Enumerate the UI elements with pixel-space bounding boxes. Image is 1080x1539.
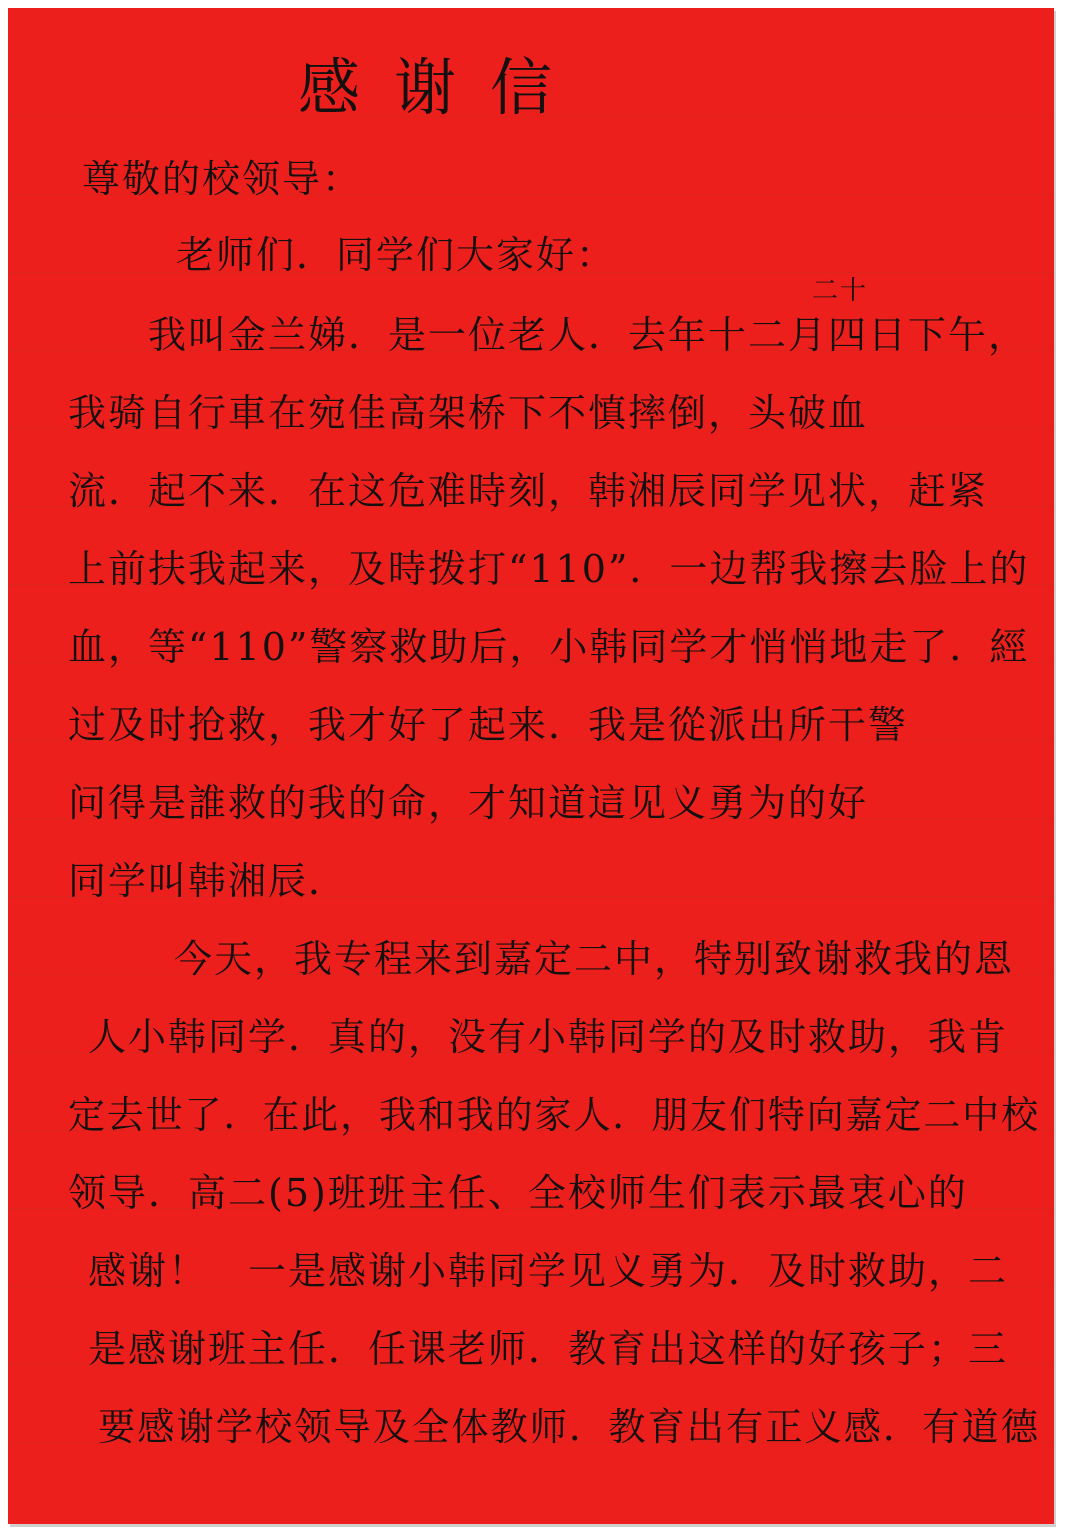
letter-line: 问得是誰救的我的命，才知道這见义勇为的好 xyxy=(68,781,869,825)
letter-line: 上前扶我起来，及時拨打“110”．一边帮我擦去脸上的 xyxy=(68,547,1030,591)
salutation: 尊敬的校领导： xyxy=(82,157,363,201)
letter-title: 感谢信 xyxy=(298,51,587,124)
letter-line: 定去世了．在此，我和我的家人．朋友们特向嘉定二中校 xyxy=(68,1093,1041,1137)
letter-line: 过及时抢救，我才好了起来．我是從派出所干警 xyxy=(68,703,909,747)
letter-line: 今天，我专程来到嘉定二中，特别致谢救我的恩 xyxy=(174,937,1015,981)
letter-line: 领导．高二(5)班班主任、全校师生们表示最衷心的 xyxy=(68,1171,968,1215)
letter-line: 人小韩同学．真的，没有小韩同学的及时救助，我肯 xyxy=(88,1015,1009,1059)
letter-line: 我骑自行車在宛佳高架桥下不慎摔倒，头破血 xyxy=(68,391,869,435)
letter-line: 同学叫韩湘辰． xyxy=(68,859,349,903)
letter-paper xyxy=(8,8,1054,1524)
greeting: 老师们．同学们大家好： xyxy=(176,233,617,277)
letter-line: 要感谢学校领导及全体教师．教育出有正义感．有道德 xyxy=(98,1405,1040,1449)
letter-line: 血，等“110”警察救助后，小韩同学才悄悄地走了．經 xyxy=(68,625,1030,669)
letter-line: 我叫金兰娣．是一位老人．去年十二月四日下午， xyxy=(148,313,1029,357)
letter-line: 感谢！ 一是感谢小韩同学见义勇为．及时救助，二 xyxy=(88,1249,1009,1293)
letter-line: 是感谢班主任．任课老师．教育出这样的好孩子；三 xyxy=(88,1327,1009,1371)
letter-line: 流．起不来．在这危难時刻，韩湘辰同学见状，赶紧 xyxy=(68,469,989,513)
date-insertion: 二十 xyxy=(812,276,869,306)
